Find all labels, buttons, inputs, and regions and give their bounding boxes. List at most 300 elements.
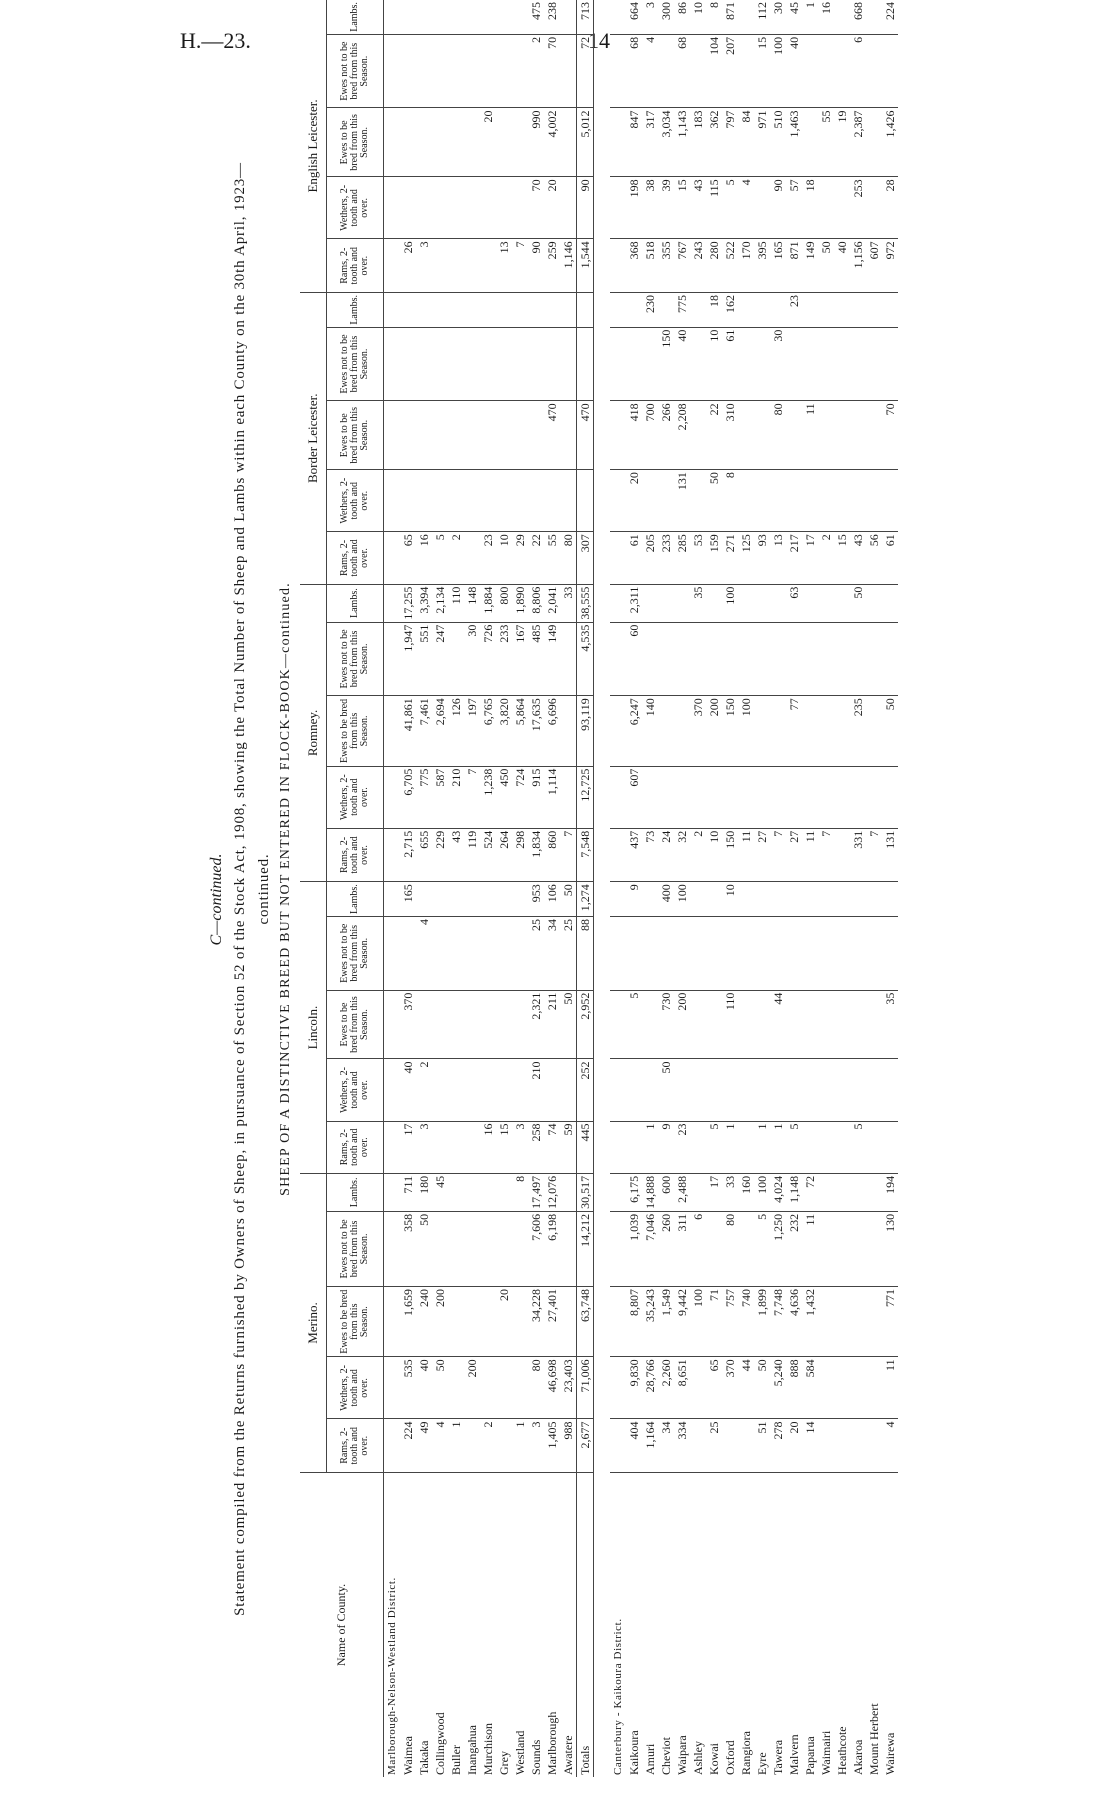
table-cell: 11	[802, 401, 818, 470]
table-cell	[480, 470, 496, 532]
table-cell: 40	[400, 1059, 416, 1121]
table-cell: 730	[658, 990, 674, 1059]
table-cell: 2	[480, 1419, 496, 1473]
table-cell: 50	[706, 470, 722, 532]
district-row	[610, 0, 626, 1777]
table-row	[480, 0, 496, 1777]
table-cell	[818, 1059, 834, 1121]
table-cell	[496, 1357, 512, 1419]
table-cell: 100	[690, 1287, 706, 1357]
table-cell: 607	[866, 239, 882, 293]
table-cell	[384, 1121, 401, 1173]
table-row	[658, 0, 674, 1777]
table-cell: 551	[416, 622, 432, 696]
table-cell	[610, 34, 626, 108]
table-cell: 17	[400, 1121, 416, 1173]
table-cell	[658, 34, 674, 108]
table-cell	[690, 1059, 706, 1121]
table-cell: 39	[658, 177, 674, 239]
table-cell	[480, 177, 496, 239]
table-cell	[560, 34, 577, 108]
table-cell: 210	[528, 1059, 544, 1121]
column-header: Ewes not to be bred from this Season.	[327, 1211, 384, 1286]
table-cell	[802, 470, 818, 532]
total-cell: 470	[577, 401, 594, 470]
table-cell	[560, 696, 577, 766]
table-cell	[850, 292, 866, 327]
table-cell	[610, 0, 626, 34]
table-cell: 860	[544, 828, 560, 882]
table-cell: 149	[802, 239, 818, 293]
table-cell: 61	[626, 532, 642, 584]
table-cell	[738, 916, 754, 990]
table-cell: 300	[658, 0, 674, 34]
table-cell	[384, 916, 401, 990]
county-name: Paparua	[802, 1473, 818, 1778]
table-cell	[544, 292, 560, 327]
table-cell	[496, 108, 512, 177]
sheep-statistics-table	[300, 0, 898, 1777]
table-cell	[448, 1211, 464, 1286]
table-row	[432, 0, 448, 1777]
table-cell	[834, 1173, 850, 1211]
table-cell	[866, 916, 882, 990]
table-cell: 711	[400, 1173, 416, 1211]
table-cell: 5,240	[770, 1357, 786, 1419]
table-cell	[464, 292, 480, 327]
table-cell: 90	[528, 239, 544, 293]
table-cell	[512, 470, 528, 532]
table-cell	[738, 401, 754, 470]
table-cell	[754, 584, 770, 622]
table-cell: 20	[496, 1287, 512, 1357]
table-cell: 68	[674, 34, 690, 108]
column-header: Wethers, 2-tooth and over.	[327, 470, 384, 532]
table-cell: 162	[722, 292, 738, 327]
table-cell	[432, 0, 448, 34]
table-cell: 1,432	[802, 1287, 818, 1357]
table-cell	[610, 532, 626, 584]
table-cell: 72	[802, 1173, 818, 1211]
table-cell: 9	[658, 1121, 674, 1173]
table-cell	[512, 916, 528, 990]
table-cell	[416, 108, 432, 177]
table-cell	[610, 696, 626, 766]
table-cell: 10	[706, 327, 722, 401]
table-cell	[610, 327, 626, 401]
table-cell	[384, 1059, 401, 1121]
table-cell	[610, 916, 626, 990]
table-row	[690, 0, 706, 1777]
table-cell: 264	[496, 828, 512, 882]
table-cell: 80	[528, 1357, 544, 1419]
table-cell: 2,041	[544, 584, 560, 622]
table-cell	[560, 622, 577, 696]
county-name: Waipara	[674, 1473, 690, 1778]
table-cell: 106	[544, 882, 560, 917]
table-cell	[610, 828, 626, 882]
table-cell	[496, 1211, 512, 1286]
table-cell: 53	[690, 532, 706, 584]
table-cell	[512, 177, 528, 239]
table-cell	[866, 327, 882, 401]
table-cell	[770, 470, 786, 532]
table-cell: 2,134	[432, 584, 448, 622]
table-cell	[560, 470, 577, 532]
table-cell: 10	[722, 882, 738, 917]
table-cell: 7	[866, 828, 882, 882]
table-cell: 90	[770, 177, 786, 239]
table-cell	[496, 292, 512, 327]
column-header: Ewes to be bred from this Season.	[327, 990, 384, 1059]
table-cell: 280	[706, 239, 722, 293]
table-cell	[882, 1059, 898, 1121]
table-cell	[834, 1287, 850, 1357]
table-cell: 4	[642, 34, 658, 108]
table-cell: 57	[786, 177, 802, 239]
table-cell	[818, 990, 834, 1059]
table-cell	[464, 177, 480, 239]
table-cell	[464, 34, 480, 108]
table-body	[384, 0, 899, 1777]
table-cell	[496, 1173, 512, 1211]
table-cell	[738, 327, 754, 401]
table-cell: 740	[738, 1287, 754, 1357]
table-cell: 15	[754, 34, 770, 108]
table-cell	[448, 882, 464, 917]
table-cell	[722, 1059, 738, 1121]
table-cell: 27	[786, 828, 802, 882]
table-cell	[866, 108, 882, 177]
county-name: Sounds	[528, 1473, 544, 1778]
table-cell: 522	[722, 239, 738, 293]
table-cell	[690, 882, 706, 917]
table-cell	[850, 1287, 866, 1357]
table-cell	[866, 1173, 882, 1211]
table-cell: 470	[544, 401, 560, 470]
table-cell	[610, 1419, 626, 1473]
table-cell: 224	[882, 0, 898, 34]
table-cell	[384, 696, 401, 766]
table-cell: 771	[882, 1287, 898, 1357]
table-cell	[690, 401, 706, 470]
table-cell: 15	[674, 177, 690, 239]
table-row	[560, 0, 577, 1777]
table-cell	[384, 177, 401, 239]
table-cell: 40	[786, 34, 802, 108]
table-cell: 73	[642, 828, 658, 882]
table-cell	[610, 470, 626, 532]
table-cell: 198	[626, 177, 642, 239]
table-cell	[610, 1287, 626, 1357]
table-row	[512, 0, 528, 1777]
table-cell	[706, 766, 722, 828]
table-cell: 510	[770, 108, 786, 177]
table-cell: 1,426	[882, 108, 898, 177]
table-cell: 971	[754, 108, 770, 177]
table-cell: 210	[448, 766, 464, 828]
breed-header: Merino.	[300, 1173, 327, 1472]
table-cell: 10	[496, 532, 512, 584]
table-cell	[882, 766, 898, 828]
table-cell	[866, 401, 882, 470]
table-cell	[400, 327, 416, 401]
table-cell	[512, 401, 528, 470]
table-cell: 16	[416, 532, 432, 584]
table-cell	[818, 584, 834, 622]
table-cell	[754, 401, 770, 470]
table-cell	[674, 622, 690, 696]
table-cell	[496, 0, 512, 34]
county-name: Grey	[496, 1473, 512, 1778]
table-cell	[722, 766, 738, 828]
column-header: Ewes not to be bred from this Season.	[327, 622, 384, 696]
table-cell: 70	[544, 34, 560, 108]
table-cell: 278	[770, 1419, 786, 1473]
table-cell	[802, 916, 818, 990]
table-cell: 310	[722, 401, 738, 470]
table-cell: 61	[722, 327, 738, 401]
table-cell	[802, 766, 818, 828]
table-cell: 14	[802, 1419, 818, 1473]
table-cell: 8,651	[674, 1357, 690, 1419]
table-cell: 28,766	[642, 1357, 658, 1419]
table-cell: 988	[560, 1419, 577, 1473]
table-cell: 524	[480, 828, 496, 882]
table-cell	[448, 292, 464, 327]
table-cell	[754, 882, 770, 917]
table-cell	[866, 0, 882, 34]
table-cell: 2	[448, 532, 464, 584]
district-name: Marlborough-Nelson-Westland District.	[384, 1473, 401, 1778]
table-cell	[432, 990, 448, 1059]
column-header: Ewes to be bred from this Season.	[327, 696, 384, 766]
column-header: Lambs.	[327, 1173, 384, 1211]
table-cell	[400, 292, 416, 327]
total-cell: 12,725	[577, 766, 594, 828]
table-cell	[818, 1419, 834, 1473]
table-cell: 40	[416, 1357, 432, 1419]
column-header: Rams, 2-tooth and over.	[327, 1121, 384, 1173]
table-cell: 726	[480, 622, 496, 696]
table-cell	[528, 470, 544, 532]
total-cell: 38,555	[577, 584, 594, 622]
table-row	[448, 0, 464, 1777]
table-cell	[866, 1287, 882, 1357]
table-cell: 44	[738, 1357, 754, 1419]
table-cell	[882, 1121, 898, 1173]
table-cell	[464, 327, 480, 401]
table-row	[464, 0, 480, 1777]
table-row	[866, 0, 882, 1777]
column-header: Rams, 2-tooth and over.	[327, 1419, 384, 1473]
table-cell	[480, 882, 496, 917]
table-row	[416, 0, 432, 1777]
table-cell: 271	[722, 532, 738, 584]
table-cell: 5	[626, 990, 642, 1059]
table-cell	[786, 327, 802, 401]
table-cell	[610, 584, 626, 622]
table-cell: 6	[850, 34, 866, 108]
table-row	[706, 0, 722, 1777]
table-cell: 18	[706, 292, 722, 327]
table-cell: 119	[464, 828, 480, 882]
table-cell: 2,488	[674, 1173, 690, 1211]
table-cell: 28	[882, 177, 898, 239]
table-cell: 30	[770, 0, 786, 34]
totals-label: Totals	[577, 1473, 594, 1778]
table-cell: 1	[448, 1419, 464, 1473]
table-cell: 16	[480, 1121, 496, 1173]
table-cell: 700	[642, 401, 658, 470]
table-cell	[480, 1211, 496, 1286]
column-header: Wethers, 2-tooth and over.	[327, 766, 384, 828]
table-cell	[658, 696, 674, 766]
table-cell: 664	[626, 0, 642, 34]
table-cell: 7	[464, 766, 480, 828]
table-cell: 6,705	[400, 766, 416, 828]
table-cell	[432, 1211, 448, 1286]
table-cell	[464, 532, 480, 584]
table-cell	[384, 1419, 401, 1473]
table-cell: 44	[770, 990, 786, 1059]
table-cell	[738, 882, 754, 917]
table-cell: 518	[642, 239, 658, 293]
table-cell	[512, 1059, 528, 1121]
table-row	[722, 0, 738, 1777]
table-cell	[560, 292, 577, 327]
table-cell	[834, 327, 850, 401]
table-cell: 266	[658, 401, 674, 470]
table-cell	[706, 916, 722, 990]
table-cell	[738, 1211, 754, 1286]
total-cell: 445	[577, 1121, 594, 1173]
table-cell: 35	[690, 584, 706, 622]
table-cell	[738, 292, 754, 327]
table-cell	[658, 916, 674, 990]
table-cell: 800	[496, 584, 512, 622]
table-cell	[834, 696, 850, 766]
table-cell: 1,164	[642, 1419, 658, 1473]
table-cell: 767	[674, 239, 690, 293]
table-cell	[642, 916, 658, 990]
table-cell: 100	[722, 584, 738, 622]
table-cell	[448, 1059, 464, 1121]
table-cell: 194	[882, 1173, 898, 1211]
table-cell: 165	[400, 882, 416, 917]
table-cell	[770, 916, 786, 990]
table-cell: 100	[754, 1173, 770, 1211]
column-header: Lambs.	[327, 584, 384, 622]
table-cell	[384, 1357, 401, 1419]
table-cell	[464, 1121, 480, 1173]
table-cell	[610, 1211, 626, 1286]
table-cell: 17,255	[400, 584, 416, 622]
table-cell	[770, 622, 786, 696]
table-cell	[722, 622, 738, 696]
table-cell: 43	[690, 177, 706, 239]
table-cell	[642, 990, 658, 1059]
table-cell: 68	[626, 34, 642, 108]
table-cell: 200	[706, 696, 722, 766]
table-cell	[866, 1211, 882, 1286]
table-cell: 17,497	[528, 1173, 544, 1211]
table-cell	[384, 1287, 401, 1357]
table-cell	[866, 584, 882, 622]
table-cell	[610, 239, 626, 293]
table-cell	[610, 292, 626, 327]
table-cell	[384, 470, 401, 532]
table-cell	[818, 1121, 834, 1173]
table-cell	[432, 1059, 448, 1121]
table-cell	[448, 622, 464, 696]
table-cell	[754, 916, 770, 990]
table-cell: 131	[674, 470, 690, 532]
table-cell	[754, 622, 770, 696]
table-cell	[496, 882, 512, 917]
table-cell	[448, 916, 464, 990]
table-cell	[480, 327, 496, 401]
table-cell	[432, 327, 448, 401]
table-cell	[850, 622, 866, 696]
totals-row	[577, 0, 594, 1777]
total-cell: 71,006	[577, 1357, 594, 1419]
table-cell	[512, 1211, 528, 1286]
table-cell	[866, 1357, 882, 1419]
table-cell	[882, 584, 898, 622]
table-cell	[802, 1059, 818, 1121]
table-cell	[850, 882, 866, 917]
table-cell	[432, 239, 448, 293]
table-cell: 258	[528, 1121, 544, 1173]
table-cell	[642, 622, 658, 696]
table-cell	[658, 766, 674, 828]
table-cell	[610, 882, 626, 917]
table-cell: 165	[770, 239, 786, 293]
table-cell	[850, 1211, 866, 1286]
table-cell	[626, 1059, 642, 1121]
table-cell: 11	[738, 828, 754, 882]
table-cell	[754, 327, 770, 401]
table-cell	[834, 0, 850, 34]
table-cell: 1,947	[400, 622, 416, 696]
total-cell: 252	[577, 1059, 594, 1121]
table-cell: 149	[544, 622, 560, 696]
table-cell	[786, 990, 802, 1059]
table-cell	[834, 34, 850, 108]
table-cell: 29	[512, 532, 528, 584]
column-header: Ewes not to be bred from this Season.	[327, 34, 384, 108]
table-cell	[432, 916, 448, 990]
table-cell	[690, 1121, 706, 1173]
table-cell: 40	[674, 327, 690, 401]
table-cell	[690, 34, 706, 108]
table-cell: 871	[722, 0, 738, 34]
table-cell	[626, 1121, 642, 1173]
table-cell	[416, 882, 432, 917]
table-cell: 25	[528, 916, 544, 990]
table-cell: 183	[690, 108, 706, 177]
table-cell: 43	[850, 532, 866, 584]
table-cell	[448, 1173, 464, 1211]
table-cell	[658, 622, 674, 696]
table-cell: 1,890	[512, 584, 528, 622]
total-cell: 4,535	[577, 622, 594, 696]
table-cell: 23,403	[560, 1357, 577, 1419]
table-cell: 9,442	[674, 1287, 690, 1357]
table-cell	[464, 108, 480, 177]
table-cell: 77	[786, 696, 802, 766]
